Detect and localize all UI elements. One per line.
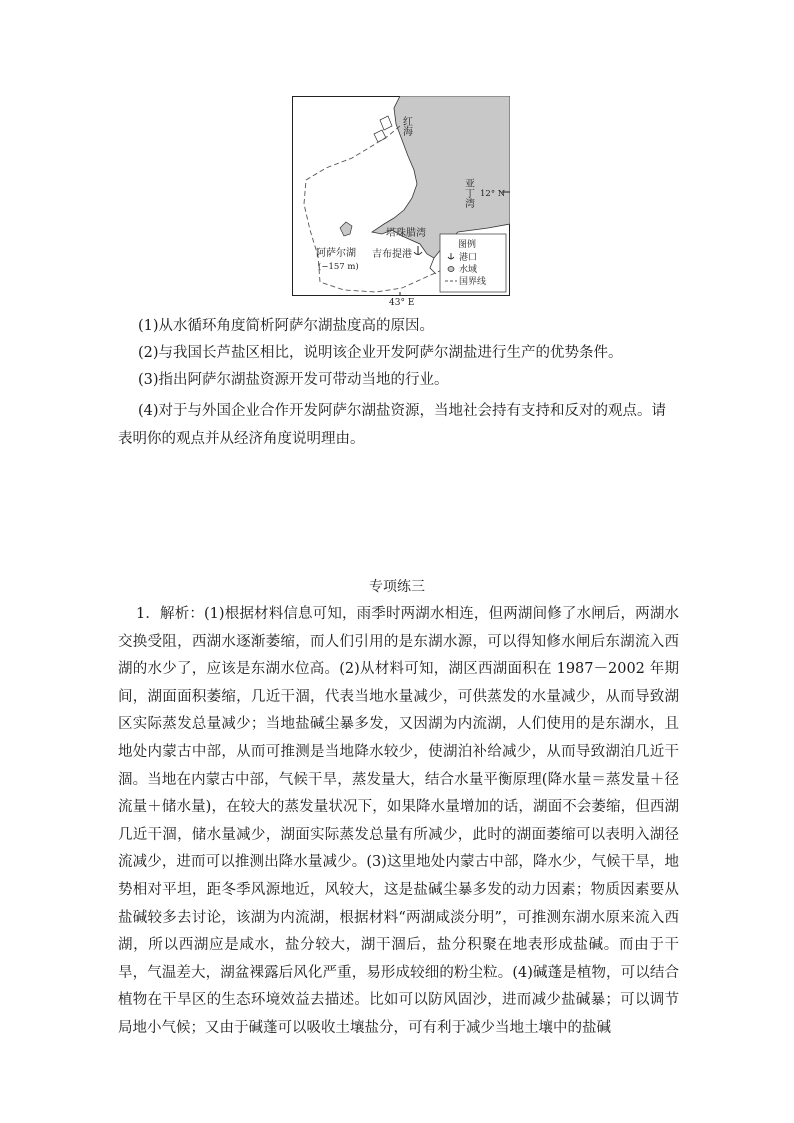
question-4: (4)对于与外国企业合作开发阿萨尔湖盐资源，当地社会持有支持和反对的观点。请表明你的观点并从经济角度说明理由。 [118,403,667,447]
lon-label: 43° E [389,298,415,308]
legend-item-port: 港口 [459,253,478,263]
legend-item-water: 水域 [459,265,478,275]
map-svg [292,96,510,296]
legend-title: 图例 [458,240,477,250]
lat-label: 12° N [480,189,506,199]
legend [440,234,506,292]
legend-water-icon [448,267,454,272]
section-title: 专项练三 [369,579,425,595]
answer-paragraph: 1．解析：(1)根据材料信息可知，雨季时两湖水相连，但两湖间修了水闸后，两湖水交换受阻，西湖水逐渐萎缩，而人们引用的是东湖水源，可以得知修水闸后东湖流入西湖的水少了，应该是东湖水位高。(2)从材料可知，湖区西湖面积在 1987－2002 年期间，湖面面积萎缩，几近干涸，代表当地水量减少，可供蒸发的水量减少，从而导致湖区实际蒸发总量减少；当地盐碱尘暴多发，又因湖为内流湖，人们使用的是东湖水，且地处内蒙古中部，从而可推测是当地降水较少，使湖泊补给减少，从而导致湖泊几近干涸。当地在内蒙古中部，气候干旱，蒸发量大，结合水量平衡原理(降水量＝蒸发量＋径流量＋储水量)，在较大的蒸发量状况下，如果降水量增加的话，湖面不会萎缩，但西湖几近干涸，储水量减少，湖面实际蒸发总量有所减少，此时的湖面萎缩可以表明入湖径流减少，进而可以推测出降水量减少。(3)这里地处内蒙古中部，降水少，气候干旱，地势相对平坦，距冬季风源地近，风较大，这是盐碱尘暴多发的动力因素；物质因素要从盐碱较多去讨论，该湖为内流湖，根据材料“两湖咸淡分明”，可推测东湖水原来流入西湖，所以西湖应是咸水，盐分较大，湖干涸后，盐分积聚在地表形成盐碱。而由于干旱，气温差大，湖盆裸露后风化严重，易形成较细的粉尘粒。(4)碱蓬是植物，可以结合植物在干旱区的生态环境效益去描述。比如可以防风固沙，进而减少盐碱暴；可以调节局地小气候；又由于碱蓬可以吸收土壤盐分，可有利于减少当地土壤中的盐碱 [118,606,679,1036]
question-2: (2)与我国长芦盐区相比，说明该企业开发阿萨尔湖盐进行生产的优势条件。 [138,345,623,361]
djibouti-label: 吉布提港 [372,249,412,260]
red-sea-label: 红海 [400,116,412,136]
map-figure [292,96,510,296]
question-1: (1)从水循环角度简析阿萨尔湖盐度高的原因。 [138,318,435,334]
lake-label: 阿萨尔湖 [316,248,356,259]
legend-item-border: 国界线 [459,277,487,287]
tadjoura-label: 塔珠腊湾 [386,228,426,239]
lake-elev-label: (−157 m) [318,262,359,272]
gulf-aden-label: 亚丁湾 [462,178,474,208]
question-3: (3)指出阿萨尔湖盐资源开发可带动当地的行业。 [138,372,449,388]
